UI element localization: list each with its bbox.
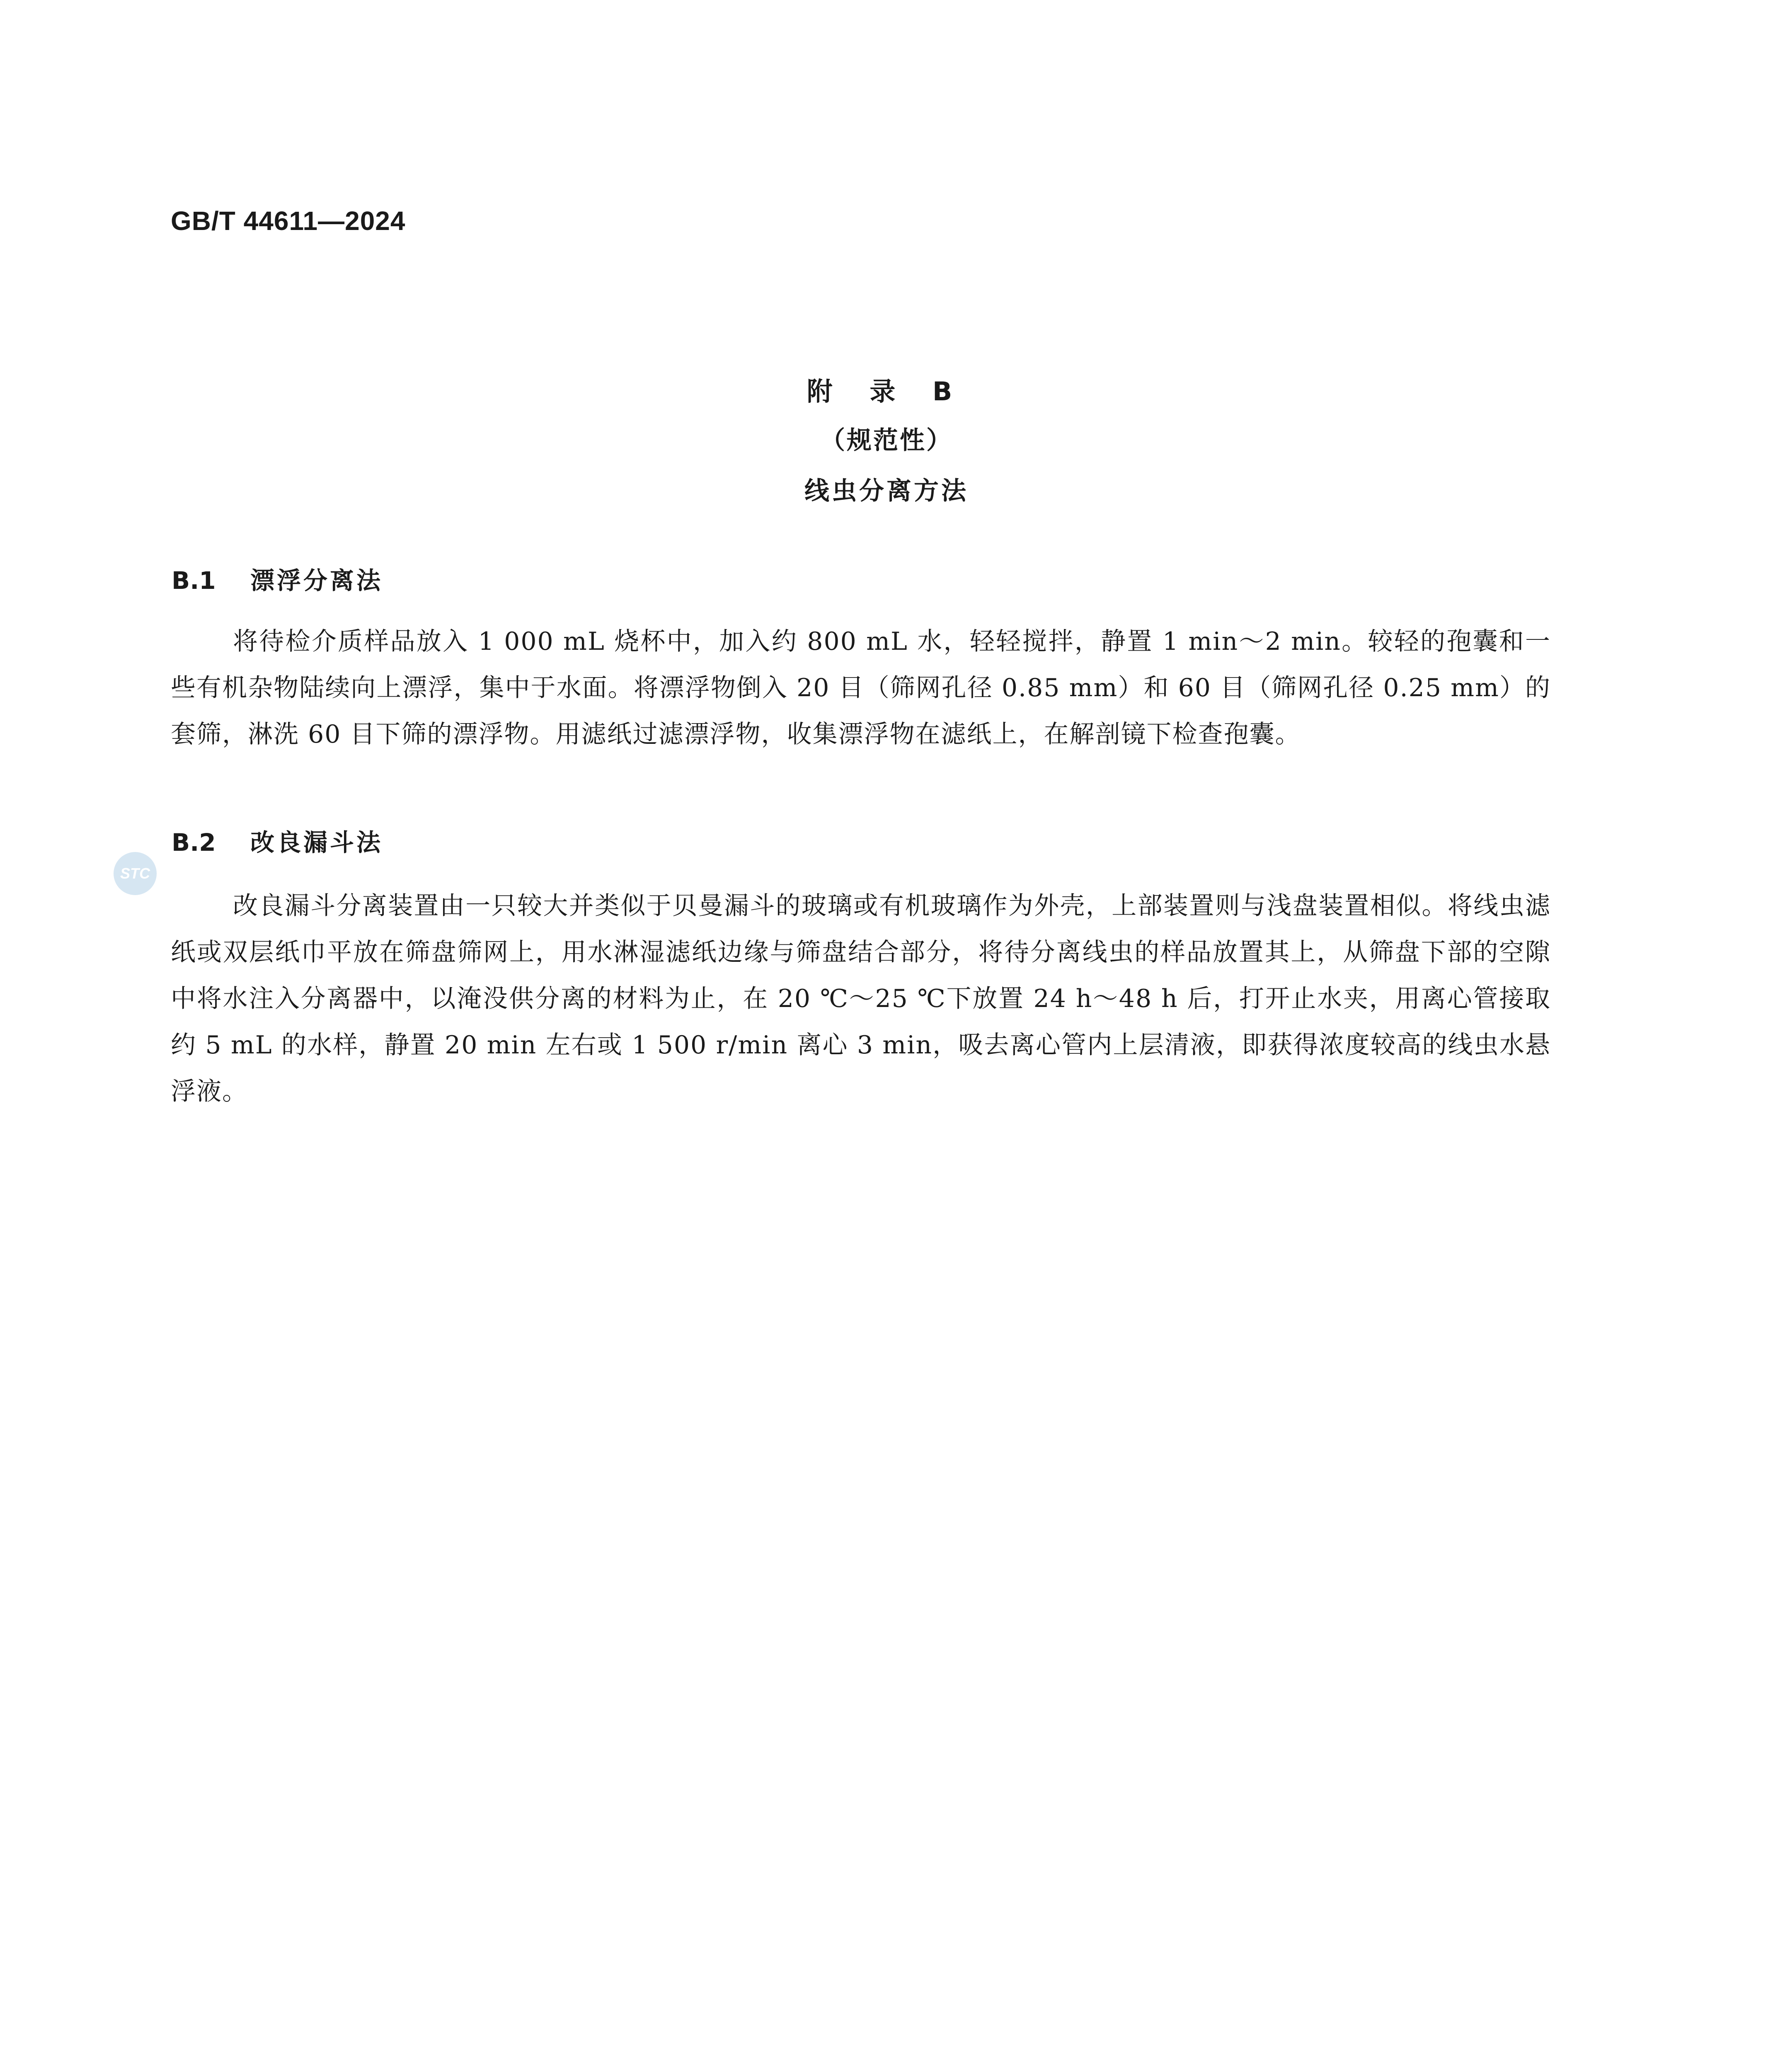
appendix-type: （规范性） (820, 426, 953, 455)
appendix-name: 线虫分离方法 (804, 477, 969, 506)
stc-watermark-icon (112, 850, 158, 897)
section-heading-b2 (172, 824, 383, 861)
section-heading-b1 (172, 562, 383, 599)
section-body-b1: 将待检介质样品放入 1 000 mL 烧杯中，加入约 800 mL 水，轻轻搅拌，静置 1 min～2 min。较轻的孢囊和一些有机杂物陆续向上漂浮，集中于水面。将漂浮物倒入 20 目（筛网孔径 0.85 mm）和 60 目（筛网孔径 0.25 mm）的套筛，淋洗 60 目下筛的漂浮物。用滤纸过滤漂浮物，收集漂浮物在滤纸上，在解剖镜下检查孢囊。 (171, 627, 1551, 749)
section-number: B.2 (172, 828, 216, 857)
section-number: B.1 (172, 566, 216, 595)
watermark-text: STC (120, 865, 150, 882)
document-code: GB/T 44611—2024 (171, 206, 406, 236)
section-body-b2: 改良漏斗分离装置由一只较大并类似于贝曼漏斗的玻璃或有机玻璃作为外壳，上部装置则与浅盘装置相似。将线虫滤纸或双层纸巾平放在筛盘筛网上，用水淋湿滤纸边缘与筛盘结合部分，将待分离线虫的样品放置其上，从筛盘下部的空隙中将水注入分离器中，以淹没供分离的材料为止，在 20 ℃～25 ℃下放置 24 h～48 h 后，打开止水夹，用离心管接取约 5 mL 的水样，静置 20 min 左右或 1 500 r/min 离心 3 min，吸去离心管内上层清液，即获得浓度较高的线虫水悬浮液。 (171, 891, 1551, 1106)
section-title: 漂浮分离法 (250, 566, 383, 595)
section-title: 改良漏斗法 (250, 828, 383, 857)
appendix-title: 附 录 B (807, 376, 966, 407)
